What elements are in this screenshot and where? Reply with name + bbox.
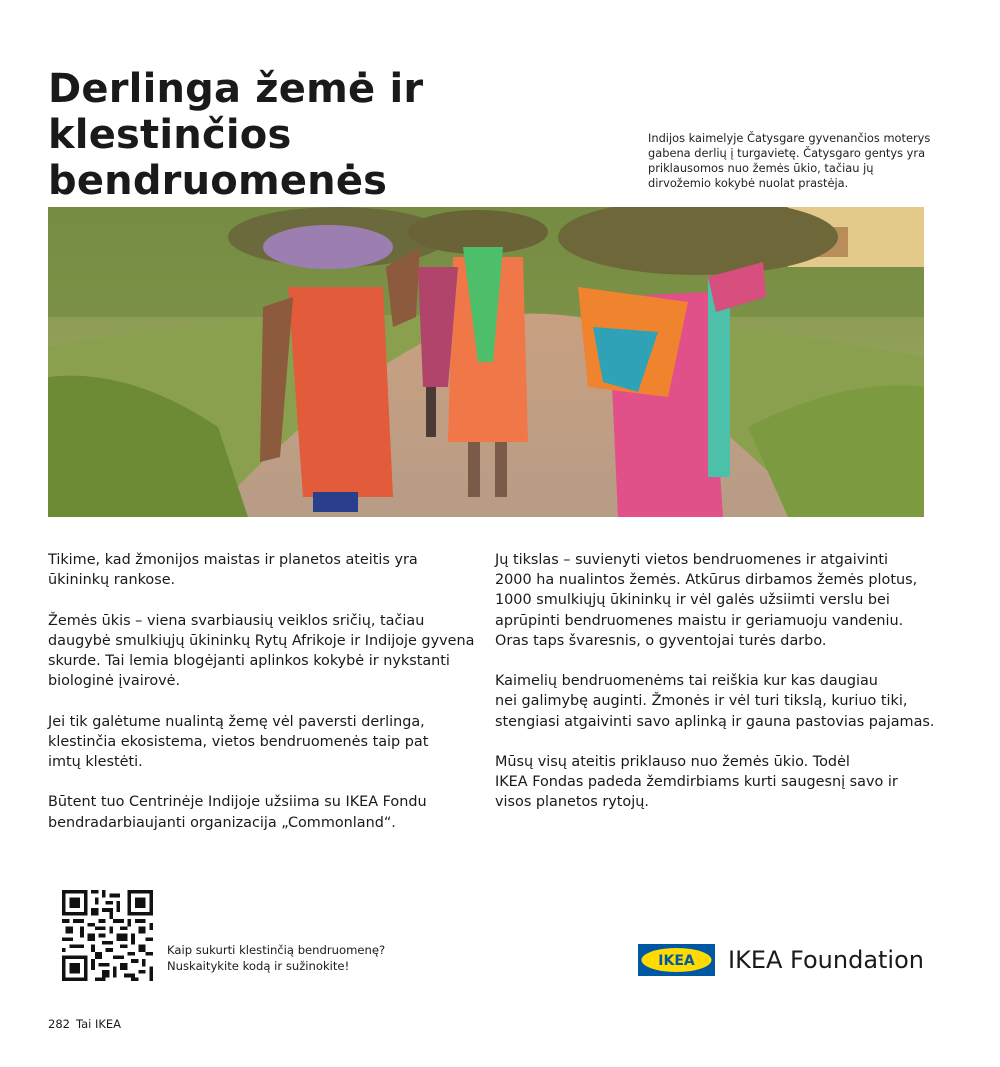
paragraph: [48, 712, 488, 773]
caption-line: gabena derlių į turgavietę. Čatysgaro gentys yra: [648, 146, 926, 160]
caption-line: priklausomos nuo žemės ūkio, tačiau jų: [648, 161, 874, 175]
text-line: klestinčia ekosistema, vietos bendruomenės taip pat: [48, 733, 429, 750]
qr-prompt-line-2: Nuskaitykite kodą ir sužinokite!: [167, 959, 350, 973]
text-line: 2000 ha nualintos žemės. Atkūrus dirbamos žemės plotus,: [495, 572, 918, 589]
text-line: Jei tik galėtume nualintą žemę vėl paversti derlinga,: [48, 713, 425, 730]
qr-prompt: [167, 942, 385, 974]
text-line: nei galimybę auginti. Žmonės ir vėl turi tikslą, kuriuo tiki,: [495, 693, 908, 710]
hero-photo: [48, 207, 924, 517]
ikea-logo-text: IKEA: [658, 953, 695, 969]
title-line-1: Derlinga žemė ir klestinčios: [48, 66, 424, 158]
text-line: Mūsų visų ateitis priklauso nuo žemės ūkio. Todėl: [495, 754, 850, 770]
text-line: Jų tikslas – suvienyti vietos bendruomenes ir atgaivinti: [495, 552, 888, 568]
hero-photo-illustration: [48, 207, 924, 517]
text-line: imtų klestėti.: [48, 754, 143, 770]
caption-line: dirvožemio kokybė nuolat prastėja.: [648, 176, 849, 190]
text-line: bendradarbiaujanti organizacija „Commonland“.: [48, 814, 396, 831]
text-line: visos planetos rytojų.: [495, 794, 649, 811]
text-line: daugybė smulkiųjų ūkininkų Rytų Afrikoje ir Indijoje gyvena: [48, 632, 475, 649]
text-line: Oras taps švaresnis, o gyventojai turės darbo.: [495, 632, 827, 649]
paragraph: [48, 611, 488, 692]
page-footer: [48, 1017, 127, 1031]
photo-caption: [648, 131, 938, 191]
page-title: [48, 66, 648, 204]
right-text-column: [495, 550, 935, 833]
text-line: 1000 smulkiųjų ūkininkų ir vėl galės užsiimti verslu bei: [495, 592, 890, 609]
text-line: Būtent tuo Centrinėje Indijoje užsiima su IKEA Fondu: [48, 794, 427, 811]
caption-line: Indijos kaimelyje Čatysgare gyvenančios moterys: [648, 131, 931, 145]
paragraph: [495, 671, 935, 732]
ikea-foundation-wordmark: IKEA Foundation: [728, 946, 924, 974]
text-line: aprūpinti bendruomenes maistu ir geriamuoju vandeniu.: [495, 612, 904, 629]
text-line: Žemės ūkis – viena svarbiausių veiklos sričių, tačiau: [48, 612, 425, 629]
paragraph: [48, 792, 488, 832]
paragraph: [495, 550, 935, 651]
ikea-logo: [638, 944, 715, 976]
paragraph: [48, 550, 488, 590]
page-number: 282: [48, 1017, 70, 1031]
section-name: Tai IKEA: [75, 1017, 122, 1031]
qr-code[interactable]: [62, 890, 153, 981]
paragraph: [495, 752, 935, 813]
text-line: Kaimelių bendruomenėms tai reiškia kur kas daugiau: [495, 673, 878, 690]
text-line: ūkininkų rankose.: [48, 572, 176, 589]
left-text-column: [48, 550, 488, 853]
qr-prompt-line-1: Kaip sukurti klestinčią bendruomenę?: [167, 943, 386, 957]
text-line: IKEA Fondas padeda žemdirbiams kurti saugesnį savo ir: [495, 774, 898, 791]
text-line: Tikime, kad žmonijos maistas ir planetos ateitis yra: [48, 552, 418, 568]
text-line: biologinė įvairovė.: [48, 673, 181, 690]
text-line: skurde. Tai lemia blogėjanti aplinkos kokybė ir nykstanti: [48, 653, 450, 669]
text-line: stengiasi atgaivinti savo aplinką ir gauna pastovias pajamas.: [495, 713, 935, 730]
title-line-2: bendruomenės: [48, 158, 388, 204]
